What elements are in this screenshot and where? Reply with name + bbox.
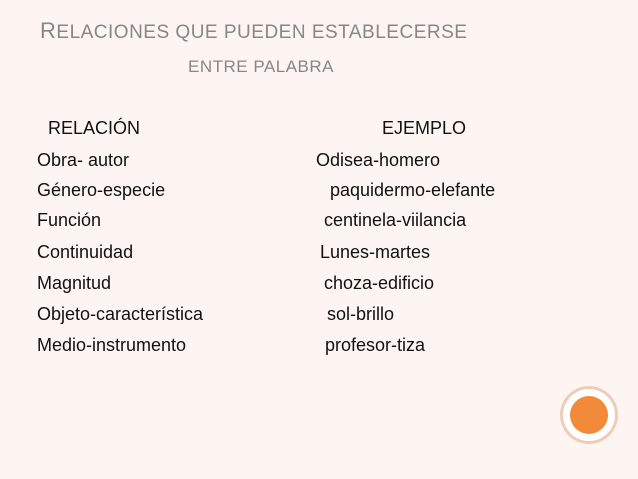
example-cell: profesor-tiza: [325, 335, 426, 355]
example-cell: paquidermo-elefante: [330, 180, 496, 200]
title-initial: R: [40, 18, 57, 43]
title-initial: E: [188, 57, 200, 76]
title-text: NTRE PALABRA: [199, 57, 335, 76]
example-cell: Odisea-homero: [316, 150, 441, 170]
example-cell: choza-edificio: [324, 273, 435, 293]
title-text: ELACIONES QUE PUEDEN ESTABLECERSE: [56, 22, 468, 43]
relation-cell: Objeto-característica: [37, 304, 204, 324]
example-cell: centinela-viilancia: [324, 210, 467, 230]
relation-cell: Obra- autor: [37, 150, 130, 170]
header-relation: RELACIÓN: [48, 118, 141, 138]
relation-cell: Magnitud: [37, 273, 112, 293]
header-example: EJEMPLO: [382, 118, 467, 138]
example-cell: sol-brillo: [327, 304, 395, 324]
example-cell: Lunes-martes: [320, 242, 431, 262]
relation-cell: Género-especie: [37, 180, 166, 200]
relation-cell: Función: [37, 210, 102, 230]
accent-circle-icon: [570, 396, 608, 434]
relation-cell: Continuidad: [37, 242, 134, 262]
relation-cell: Medio-instrumento: [37, 335, 187, 355]
